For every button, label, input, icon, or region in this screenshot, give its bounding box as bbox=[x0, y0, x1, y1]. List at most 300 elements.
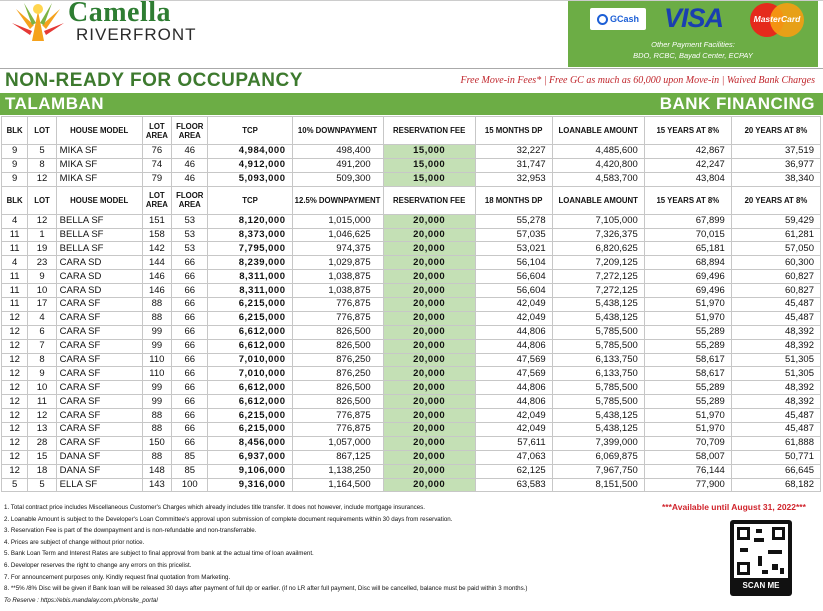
financing-type: BANK FINANCING bbox=[659, 94, 815, 113]
blk-cell: 11 bbox=[2, 284, 28, 298]
blk-cell: 12 bbox=[2, 436, 28, 450]
lot-cell: 12 bbox=[28, 172, 56, 186]
lot-area-cell: 158 bbox=[142, 228, 171, 242]
house-model-cell: CARA SF bbox=[56, 423, 142, 437]
floor-area-cell: 66 bbox=[172, 353, 208, 367]
amort-20yrs-cell: 51,305 bbox=[731, 353, 820, 367]
downpayment-cell: 776,875 bbox=[292, 423, 383, 437]
amort-20yrs-cell: 48,392 bbox=[731, 381, 820, 395]
house-model-cell: BELLA SF bbox=[56, 228, 142, 242]
lot-area-cell: 88 bbox=[142, 311, 171, 325]
lot-area-cell: 150 bbox=[142, 436, 171, 450]
amort-20yrs-cell: 60,827 bbox=[731, 284, 820, 298]
monthly-dp-cell: 47,063 bbox=[475, 450, 552, 464]
lot-cell: 17 bbox=[28, 298, 56, 312]
amort-15yrs-cell: 77,900 bbox=[644, 478, 731, 492]
house-model-cell: CARA SF bbox=[56, 325, 142, 339]
blk-cell: 12 bbox=[2, 450, 28, 464]
lot-cell: 5 bbox=[28, 478, 56, 492]
reservation-fee-cell: 20,000 bbox=[383, 436, 475, 450]
col-loanable-amount-header: LOANABLE AMOUNT bbox=[552, 186, 644, 214]
amort-20yrs-cell: 48,392 bbox=[731, 325, 820, 339]
loanable-amount-cell: 5,438,125 bbox=[552, 311, 644, 325]
house-model-cell: CARA SF bbox=[56, 409, 142, 423]
table-row bbox=[2, 450, 821, 464]
col-house-model-header: HOUSE MODEL bbox=[56, 117, 142, 145]
reservation-fee-cell: 15,000 bbox=[383, 158, 475, 172]
qr-module bbox=[758, 556, 762, 566]
reservation-fee-cell: 20,000 bbox=[383, 339, 475, 353]
amort-20yrs-cell: 60,300 bbox=[731, 256, 820, 270]
lot-area-cell: 99 bbox=[142, 381, 171, 395]
reservation-fee-cell: 15,000 bbox=[383, 145, 475, 159]
price-table bbox=[1, 116, 821, 492]
downpayment-cell: 826,500 bbox=[292, 381, 383, 395]
amort-15yrs-cell: 70,709 bbox=[644, 436, 731, 450]
amort-15yrs-cell: 70,015 bbox=[644, 228, 731, 242]
house-model-cell: ELLA SF bbox=[56, 478, 142, 492]
loanable-amount-cell: 7,967,750 bbox=[552, 464, 644, 478]
lot-area-cell: 76 bbox=[142, 145, 171, 159]
lot-cell: 28 bbox=[28, 436, 56, 450]
floor-area-cell: 66 bbox=[172, 381, 208, 395]
downpayment-cell: 776,875 bbox=[292, 409, 383, 423]
monthly-dp-cell: 55,278 bbox=[475, 214, 552, 228]
tcp-cell: 6,612,000 bbox=[208, 395, 292, 409]
house-model-cell: CARA SF bbox=[56, 367, 142, 381]
qr-finder-pattern bbox=[737, 562, 750, 575]
lot-area-cell: 146 bbox=[142, 270, 171, 284]
location-name: TALAMBAN bbox=[5, 94, 105, 113]
qr-module bbox=[780, 568, 784, 574]
floor-area-cell: 66 bbox=[172, 423, 208, 437]
monthly-dp-cell: 42,049 bbox=[475, 311, 552, 325]
blk-cell: 12 bbox=[2, 367, 28, 381]
floor-area-cell: 66 bbox=[172, 436, 208, 450]
lot-area-cell: 110 bbox=[142, 367, 171, 381]
downpayment-cell: 876,250 bbox=[292, 353, 383, 367]
reservation-fee-cell: 20,000 bbox=[383, 395, 475, 409]
lot-cell: 4 bbox=[28, 311, 56, 325]
table-row bbox=[2, 423, 821, 437]
promo-text: Free Move-in Fees* | Free GC as much as 60,000 upon Move-in | Waived Bank Charges bbox=[460, 75, 815, 86]
col-20-years-header: 20 YEARS AT 8% bbox=[731, 186, 820, 214]
table-row bbox=[2, 270, 821, 284]
amort-15yrs-cell: 43,804 bbox=[644, 172, 731, 186]
amort-20yrs-cell: 61,888 bbox=[731, 436, 820, 450]
downpayment-cell: 1,015,000 bbox=[292, 214, 383, 228]
monthly-dp-cell: 44,806 bbox=[475, 325, 552, 339]
monthly-dp-cell: 44,806 bbox=[475, 339, 552, 353]
tcp-cell: 7,010,000 bbox=[208, 353, 292, 367]
amort-15yrs-cell: 51,970 bbox=[644, 409, 731, 423]
reservation-fee-cell: 20,000 bbox=[383, 270, 475, 284]
house-model-cell: CARA SD bbox=[56, 284, 142, 298]
blk-cell: 4 bbox=[2, 214, 28, 228]
monthly-dp-cell: 47,569 bbox=[475, 353, 552, 367]
amort-15yrs-cell: 69,496 bbox=[644, 270, 731, 284]
table-row bbox=[2, 256, 821, 270]
gcash-label: GCash bbox=[609, 14, 639, 24]
amort-15yrs-cell: 76,144 bbox=[644, 464, 731, 478]
tcp-cell: 6,612,000 bbox=[208, 325, 292, 339]
blk-cell: 12 bbox=[2, 423, 28, 437]
tcp-cell: 4,912,000 bbox=[208, 158, 292, 172]
amort-15yrs-cell: 58,007 bbox=[644, 450, 731, 464]
floor-area-cell: 53 bbox=[172, 214, 208, 228]
monthly-dp-cell: 57,035 bbox=[475, 228, 552, 242]
table-row bbox=[2, 214, 821, 228]
loanable-amount-cell: 6,133,750 bbox=[552, 367, 644, 381]
floor-area-cell: 66 bbox=[172, 270, 208, 284]
col-15-years-header: 15 YEARS AT 8% bbox=[644, 186, 731, 214]
house-model-cell: CARA SF bbox=[56, 381, 142, 395]
lot-cell: 7 bbox=[28, 339, 56, 353]
loanable-amount-cell: 7,272,125 bbox=[552, 270, 644, 284]
house-model-cell: DANA SF bbox=[56, 464, 142, 478]
amort-15yrs-cell: 69,496 bbox=[644, 284, 731, 298]
monthly-dp-cell: 53,021 bbox=[475, 242, 552, 256]
loanable-amount-cell: 7,209,125 bbox=[552, 256, 644, 270]
floor-area-cell: 66 bbox=[172, 284, 208, 298]
floor-area-cell: 66 bbox=[172, 367, 208, 381]
lot-area-cell: 110 bbox=[142, 353, 171, 367]
tcp-cell: 5,093,000 bbox=[208, 172, 292, 186]
loanable-amount-cell: 5,438,125 bbox=[552, 409, 644, 423]
house-model-cell: CARA SF bbox=[56, 353, 142, 367]
table-row bbox=[2, 145, 821, 159]
payment-facilities-line1: Other Payment Facilities: bbox=[651, 40, 735, 49]
monthly-dp-cell: 32,953 bbox=[475, 172, 552, 186]
loanable-amount-cell: 4,485,600 bbox=[552, 145, 644, 159]
loanable-amount-cell: 6,069,875 bbox=[552, 450, 644, 464]
qr-module bbox=[754, 538, 764, 542]
downpayment-cell: 776,875 bbox=[292, 298, 383, 312]
page-title: NON-READY FOR OCCUPANCY bbox=[5, 70, 303, 91]
col-lot-header: LOT bbox=[28, 117, 56, 145]
table-row bbox=[2, 436, 821, 450]
lot-area-cell: 88 bbox=[142, 423, 171, 437]
monthly-dp-cell: 32,227 bbox=[475, 145, 552, 159]
monthly-dp-cell: 56,104 bbox=[475, 256, 552, 270]
lot-cell: 12 bbox=[28, 214, 56, 228]
reservation-fee-cell: 20,000 bbox=[383, 450, 475, 464]
lot-cell: 9 bbox=[28, 270, 56, 284]
monthly-dp-cell: 31,747 bbox=[475, 158, 552, 172]
floor-area-cell: 66 bbox=[172, 409, 208, 423]
footnote: 3. Reservation Fee is part of the downpayment and is non-refundable and non-transferrable. bbox=[4, 527, 257, 535]
loanable-amount-cell: 8,151,500 bbox=[552, 478, 644, 492]
table-row bbox=[2, 158, 821, 172]
downpayment-cell: 867,125 bbox=[292, 450, 383, 464]
downpayment-cell: 1,164,500 bbox=[292, 478, 383, 492]
downpayment-cell: 826,500 bbox=[292, 325, 383, 339]
house-model-cell: CARA SF bbox=[56, 436, 142, 450]
col-floor-area-header: FLOOR AREA bbox=[172, 186, 208, 214]
col-15-years-header: 15 YEARS AT 8% bbox=[644, 117, 731, 145]
tcp-cell: 6,612,000 bbox=[208, 339, 292, 353]
monthly-dp-cell: 56,604 bbox=[475, 270, 552, 284]
tcp-cell: 6,215,000 bbox=[208, 298, 292, 312]
monthly-dp-cell: 42,049 bbox=[475, 409, 552, 423]
blk-cell: 12 bbox=[2, 381, 28, 395]
payment-facilities-box bbox=[568, 1, 818, 67]
amort-20yrs-cell: 60,827 bbox=[731, 270, 820, 284]
payment-facilities-text bbox=[568, 39, 818, 61]
tcp-cell: 8,239,000 bbox=[208, 256, 292, 270]
table-row bbox=[2, 325, 821, 339]
lot-area-cell: 79 bbox=[142, 172, 171, 186]
qr-finder-pattern bbox=[772, 527, 785, 540]
price-table-body bbox=[2, 117, 821, 492]
table-row bbox=[2, 464, 821, 478]
lot-area-cell: 99 bbox=[142, 395, 171, 409]
tcp-cell: 8,120,000 bbox=[208, 214, 292, 228]
tcp-cell: 6,937,000 bbox=[208, 450, 292, 464]
col-floor-area-header: FLOOR AREA bbox=[172, 117, 208, 145]
amort-15yrs-cell: 42,867 bbox=[644, 145, 731, 159]
monthly-dp-cell: 42,049 bbox=[475, 298, 552, 312]
amort-20yrs-cell: 68,182 bbox=[731, 478, 820, 492]
qr-finder-pattern bbox=[737, 527, 750, 540]
availability-notice: ***Available until August 31, 2022*** bbox=[662, 502, 806, 512]
footnote: 8. **5% /8% Disc will be given if Bank loan will be released 30 days after payment of full dp or earlier. (if no LR after full payment, Disc will be cancelled, balance must be paid within 3 months.) bbox=[4, 585, 528, 593]
blk-cell: 12 bbox=[2, 395, 28, 409]
downpayment-cell: 826,500 bbox=[292, 339, 383, 353]
floor-area-cell: 66 bbox=[172, 339, 208, 353]
qr-code-pattern bbox=[734, 524, 788, 578]
floor-area-cell: 85 bbox=[172, 450, 208, 464]
blk-cell: 9 bbox=[2, 172, 28, 186]
qr-code[interactable] bbox=[730, 520, 792, 596]
floor-area-cell: 46 bbox=[172, 158, 208, 172]
reservation-fee-cell: 20,000 bbox=[383, 228, 475, 242]
table-row bbox=[2, 367, 821, 381]
downpayment-cell: 1,038,875 bbox=[292, 284, 383, 298]
amort-20yrs-cell: 48,392 bbox=[731, 339, 820, 353]
tcp-cell: 8,311,000 bbox=[208, 284, 292, 298]
tcp-cell: 9,316,000 bbox=[208, 478, 292, 492]
lot-cell: 8 bbox=[28, 158, 56, 172]
amort-20yrs-cell: 51,305 bbox=[731, 367, 820, 381]
amort-20yrs-cell: 45,487 bbox=[731, 409, 820, 423]
qr-module bbox=[756, 529, 762, 533]
table-row bbox=[2, 298, 821, 312]
blk-cell: 11 bbox=[2, 242, 28, 256]
lot-area-cell: 88 bbox=[142, 450, 171, 464]
tcp-cell: 8,373,000 bbox=[208, 228, 292, 242]
downpayment-cell: 776,875 bbox=[292, 311, 383, 325]
sun-figure-icon bbox=[12, 3, 64, 43]
tcp-cell: 6,215,000 bbox=[208, 423, 292, 437]
qr-module bbox=[740, 548, 748, 552]
lot-area-cell: 142 bbox=[142, 242, 171, 256]
reservation-fee-cell: 20,000 bbox=[383, 409, 475, 423]
table-row bbox=[2, 284, 821, 298]
footnote: 2. Loanable Amount is subject to the Developer's Loan Committee's approval upon submission of complete document requirements within 30 days from reservation. bbox=[4, 515, 453, 523]
amort-20yrs-cell: 48,392 bbox=[731, 395, 820, 409]
loanable-amount-cell: 5,438,125 bbox=[552, 423, 644, 437]
house-model-cell: BELLA SF bbox=[56, 242, 142, 256]
reservation-fee-cell: 20,000 bbox=[383, 214, 475, 228]
loanable-amount-cell: 7,105,000 bbox=[552, 214, 644, 228]
brand-subtitle: RIVERFRONT bbox=[76, 25, 197, 44]
reservation-fee-cell: 20,000 bbox=[383, 464, 475, 478]
col-reservation-fee-header: RESERVATION FEE bbox=[383, 186, 475, 214]
amort-15yrs-cell: 55,289 bbox=[644, 381, 731, 395]
lot-area-cell: 146 bbox=[142, 284, 171, 298]
lot-cell: 23 bbox=[28, 256, 56, 270]
table-row bbox=[2, 381, 821, 395]
house-model-cell: CARA SF bbox=[56, 395, 142, 409]
floor-area-cell: 46 bbox=[172, 172, 208, 186]
amort-15yrs-cell: 51,970 bbox=[644, 298, 731, 312]
floor-area-cell: 66 bbox=[172, 311, 208, 325]
amort-15yrs-cell: 51,970 bbox=[644, 423, 731, 437]
amort-20yrs-cell: 66,645 bbox=[731, 464, 820, 478]
loanable-amount-cell: 5,438,125 bbox=[552, 298, 644, 312]
qr-module bbox=[762, 570, 768, 574]
loanable-amount-cell: 5,785,500 bbox=[552, 381, 644, 395]
reservation-fee-cell: 20,000 bbox=[383, 284, 475, 298]
amort-15yrs-cell: 55,289 bbox=[644, 325, 731, 339]
blk-cell: 12 bbox=[2, 353, 28, 367]
qr-module bbox=[768, 550, 782, 554]
table-row bbox=[2, 395, 821, 409]
lot-area-cell: 99 bbox=[142, 339, 171, 353]
downpayment-cell: 1,046,625 bbox=[292, 228, 383, 242]
title-row bbox=[0, 68, 823, 92]
reservation-fee-cell: 20,000 bbox=[383, 353, 475, 367]
blk-cell: 4 bbox=[2, 256, 28, 270]
footnote: 4. Prices are subject of change without prior notice. bbox=[4, 538, 145, 546]
blk-cell: 12 bbox=[2, 311, 28, 325]
amort-20yrs-cell: 57,050 bbox=[731, 242, 820, 256]
col-house-model-header: HOUSE MODEL bbox=[56, 186, 142, 214]
lot-cell: 10 bbox=[28, 381, 56, 395]
house-model-cell: CARA SF bbox=[56, 339, 142, 353]
blk-cell: 9 bbox=[2, 145, 28, 159]
visa-logo: VISA bbox=[664, 3, 724, 33]
house-model-cell: CARA SD bbox=[56, 256, 142, 270]
col-monthly-dp-header: 18 MONTHS DP bbox=[475, 186, 552, 214]
amort-15yrs-cell: 51,970 bbox=[644, 311, 731, 325]
lot-cell: 10 bbox=[28, 284, 56, 298]
loanable-amount-cell: 6,133,750 bbox=[552, 353, 644, 367]
floor-area-cell: 66 bbox=[172, 325, 208, 339]
tcp-cell: 9,106,000 bbox=[208, 464, 292, 478]
amort-15yrs-cell: 55,289 bbox=[644, 339, 731, 353]
floor-area-cell: 53 bbox=[172, 228, 208, 242]
location-bar bbox=[0, 93, 823, 115]
col-tcp-header: TCP bbox=[208, 186, 292, 214]
qr-label: SCAN ME bbox=[742, 581, 780, 590]
blk-cell: 9 bbox=[2, 158, 28, 172]
table-row bbox=[2, 172, 821, 186]
reservation-fee-cell: 20,000 bbox=[383, 256, 475, 270]
lot-area-cell: 144 bbox=[142, 256, 171, 270]
loanable-amount-cell: 7,326,375 bbox=[552, 228, 644, 242]
amort-20yrs-cell: 37,519 bbox=[731, 145, 820, 159]
table-header-row bbox=[2, 186, 821, 214]
blk-cell: 12 bbox=[2, 464, 28, 478]
table-header-row bbox=[2, 117, 821, 145]
lot-area-cell: 99 bbox=[142, 325, 171, 339]
amort-20yrs-cell: 45,487 bbox=[731, 298, 820, 312]
house-model-cell: CARA SF bbox=[56, 298, 142, 312]
lot-cell: 11 bbox=[28, 395, 56, 409]
gcash-icon bbox=[597, 14, 608, 25]
house-model-cell: MIKA SF bbox=[56, 158, 142, 172]
reservation-fee-cell: 20,000 bbox=[383, 367, 475, 381]
amort-20yrs-cell: 45,487 bbox=[731, 311, 820, 325]
blk-cell: 5 bbox=[2, 478, 28, 492]
blk-cell: 11 bbox=[2, 228, 28, 242]
lot-area-cell: 88 bbox=[142, 409, 171, 423]
downpayment-cell: 826,500 bbox=[292, 395, 383, 409]
tcp-cell: 6,215,000 bbox=[208, 311, 292, 325]
table-row bbox=[2, 478, 821, 492]
floor-area-cell: 100 bbox=[172, 478, 208, 492]
blk-cell: 11 bbox=[2, 298, 28, 312]
table-row bbox=[2, 242, 821, 256]
downpayment-cell: 1,038,875 bbox=[292, 270, 383, 284]
house-model-cell: MIKA SF bbox=[56, 145, 142, 159]
amort-15yrs-cell: 68,894 bbox=[644, 256, 731, 270]
footnote: 5. Bank Loan Term and Interest Rates are subject to final approval from bank at the actual time of loan availment. bbox=[4, 550, 314, 558]
monthly-dp-cell: 56,604 bbox=[475, 284, 552, 298]
qr-module bbox=[772, 564, 778, 570]
tcp-cell: 7,795,000 bbox=[208, 242, 292, 256]
lot-cell: 1 bbox=[28, 228, 56, 242]
amort-15yrs-cell: 55,289 bbox=[644, 395, 731, 409]
amort-15yrs-cell: 65,181 bbox=[644, 242, 731, 256]
downpayment-cell: 876,250 bbox=[292, 367, 383, 381]
monthly-dp-cell: 47,569 bbox=[475, 367, 552, 381]
mastercard-logo bbox=[748, 3, 806, 37]
lot-area-cell: 148 bbox=[142, 464, 171, 478]
tcp-cell: 7,010,000 bbox=[208, 367, 292, 381]
amort-20yrs-cell: 59,429 bbox=[731, 214, 820, 228]
col-loanable-amount-header: LOANABLE AMOUNT bbox=[552, 117, 644, 145]
reservation-fee-cell: 20,000 bbox=[383, 298, 475, 312]
loanable-amount-cell: 5,785,500 bbox=[552, 395, 644, 409]
col-downpayment-header: 12.5% DOWNPAYMENT bbox=[292, 186, 383, 214]
reserve-link[interactable]: To Reserve : https://ebis.mandalay.com.ph/onsite_portal bbox=[4, 596, 158, 604]
footnote: 6. Developer reserves the right to change any errors on this pricelist. bbox=[4, 561, 192, 569]
table-row bbox=[2, 353, 821, 367]
lot-cell: 5 bbox=[28, 145, 56, 159]
downpayment-cell: 491,200 bbox=[292, 158, 383, 172]
table-row bbox=[2, 409, 821, 423]
footnote-list bbox=[4, 502, 624, 595]
amort-20yrs-cell: 50,771 bbox=[731, 450, 820, 464]
lot-area-cell: 88 bbox=[142, 298, 171, 312]
col-20-years-header: 20 YEARS AT 8% bbox=[731, 117, 820, 145]
floor-area-cell: 53 bbox=[172, 242, 208, 256]
house-model-cell: DANA SF bbox=[56, 450, 142, 464]
mastercard-label: MasterCard bbox=[753, 14, 801, 24]
col-blk-header: BLK bbox=[2, 117, 28, 145]
footnote: 7. For announcement purposes only. Kindly request final quotation from Marketing. bbox=[4, 573, 231, 581]
lot-cell: 15 bbox=[28, 450, 56, 464]
brand-name: Camella bbox=[68, 0, 172, 28]
col-downpayment-header: 10% DOWNPAYMENT bbox=[292, 117, 383, 145]
blk-cell: 12 bbox=[2, 409, 28, 423]
amort-15yrs-cell: 58,617 bbox=[644, 353, 731, 367]
blk-cell: 11 bbox=[2, 270, 28, 284]
tcp-cell: 6,215,000 bbox=[208, 409, 292, 423]
